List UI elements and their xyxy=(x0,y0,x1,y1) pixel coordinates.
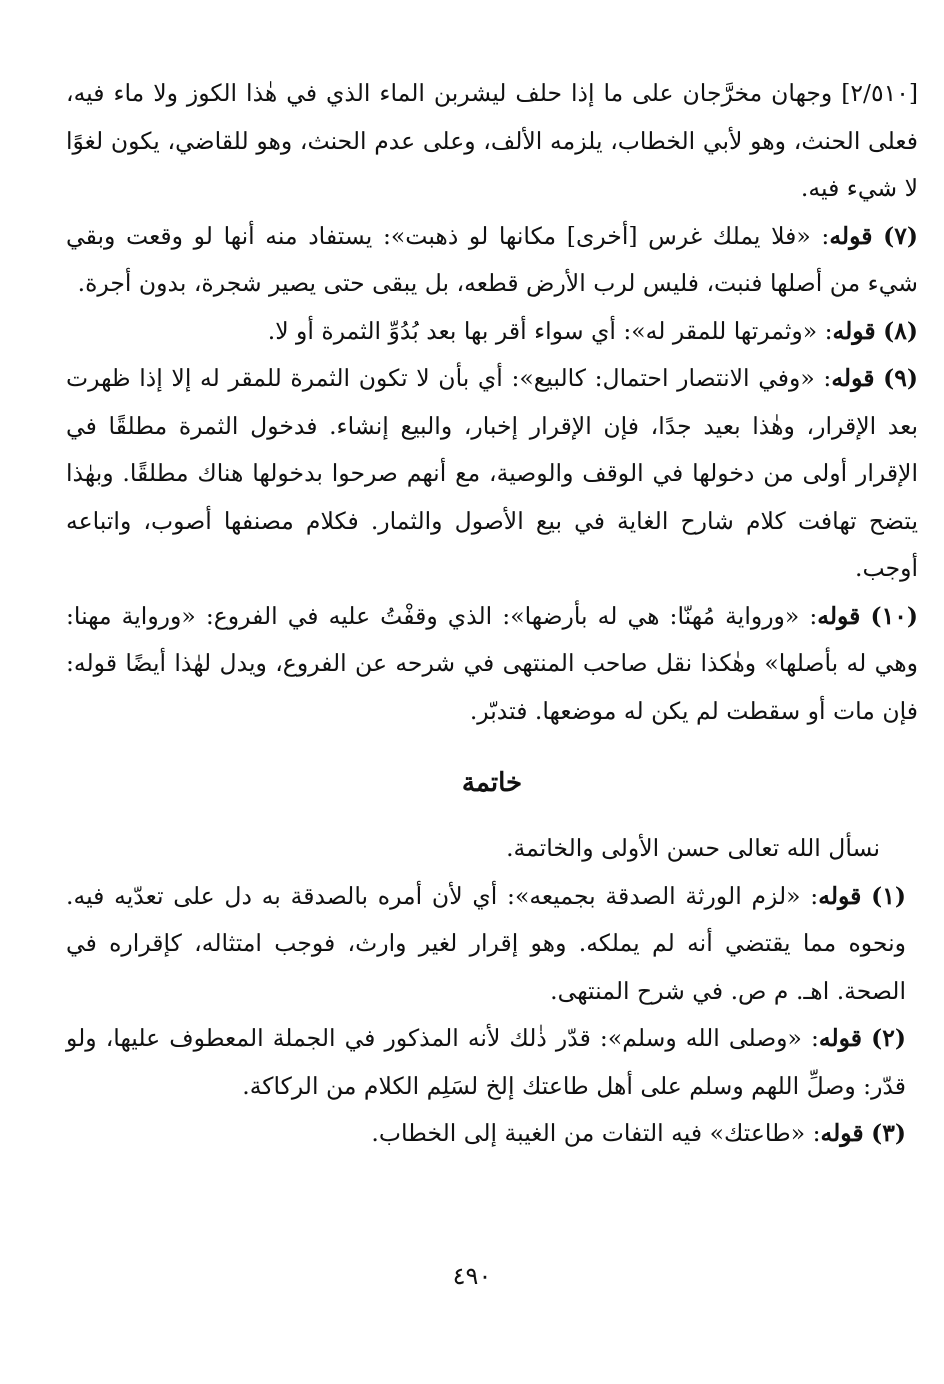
page-body xyxy=(66,70,918,1158)
note-number: (٣) xyxy=(871,1119,906,1147)
note-text: : «لزم الورثة الصدقة بجميعه»: أي لأن أمره بالصدقة به دل على تعدّيه فيه. ونحوه مما يقتضي أنه لم يملكه. وهو إقرار لغير وارث، فوجب امتثاله، كإقراره في الصحة. اهـ. م ص. في شرح المنتهى. xyxy=(66,881,906,1005)
note-number: (٧) xyxy=(883,221,918,250)
note-number: (٩) xyxy=(883,364,918,392)
note-keyword: قوله xyxy=(818,881,862,910)
note-number: (١) xyxy=(871,881,906,910)
note-keyword: قوله xyxy=(832,316,876,345)
note-keyword: قوله xyxy=(829,221,873,250)
top-section xyxy=(66,70,918,735)
note-text: : «وثمرتها للمقر له»: أي سواء أقر بها بعد بُدُوِّ الثمرة أو لا. xyxy=(267,316,833,345)
commentary-note-10 xyxy=(66,593,918,736)
commentary-note-9 xyxy=(66,355,918,593)
note-text: : «وصلى الله وسلم»: قدّر ذٰلك لأنه المذكور في الجملة المعطوف عليها، ولو قدّر: وصلِّ اللهم وسلم على أهل طاعتك إلخ لسَلِم الكلام من الركاكة. xyxy=(66,1024,906,1100)
note-text: : «طاعتك» فيه التفات من الغيبة إلى الخطاب. xyxy=(371,1119,821,1147)
volume-page-reference: [٢/٥١٠] xyxy=(841,79,918,107)
commentary-note-2 xyxy=(66,1015,906,1110)
note-keyword: قوله xyxy=(817,601,861,630)
note-text: : «فلا يملك غرس [أخرى] مكانها لو ذهبت»: يستفاد منه أنها لو وقعت وبقي شيء من أصلها فنبت، فليس لرب الأرض قطعه، بل يبقى حتى يصير شجرة، بدون أجرة. xyxy=(66,221,918,297)
commentary-note-8 xyxy=(66,308,918,356)
paragraph-text: وجهان مخرَّجان على ما إذا حلف ليشربن الماء الذي في هٰذا الكوز ولا ماء فيه، فعلى الحنث، وهو لأبي الخطاب، يلزمه الألف، وعلى عدم الحنث، وهو للقاضي، يكون لغوًا لا شيء فيه. xyxy=(66,79,918,202)
note-keyword: قوله xyxy=(818,1024,863,1052)
note-text: : «وفي الانتصار احتمال: كالبيع»: أي بأن لا تكون الثمرة للمقر له إلا إذا ظهرت بعد الإقرار، وهٰذا بعيد جدًا، فإن الإقرار إخبار، والبيع إنشاء. فدخول الثمرة مطلقًا في الإقرار أولى من دخولها في الوقف والوصية، مع أنهم صرحوا بدخولها هناك مطلقًا. وبهٰذا يتضح تهافت كلام شارح الغاية في بيع الأصول والثمار. فكلام مصنفها أصوب، واتباعه أوجب. xyxy=(66,364,918,582)
note-text: : «ورواية مُهنّا: هي له بأرضها»: الذي وقفْتُ عليه في الفروع: «ورواية مهنا: وهي له بأصلها» وهٰكذا نقل صاحب المنتهى في شرحه عن الفروع، ويدل لهٰذا أيضًا قوله: فإن مات أو سقطت لم يكن له موضعها. فتدبّر. xyxy=(66,601,918,725)
note-number: (٨) xyxy=(883,316,918,345)
commentary-note-3 xyxy=(66,1110,906,1158)
page-number: ٤٩٠ xyxy=(452,1262,492,1290)
closing-intro: نسأل الله تعالى حسن الأولى والخاتمة. xyxy=(506,834,880,862)
bottom-section xyxy=(66,825,906,1158)
section-heading: خاتمة xyxy=(461,768,523,798)
commentary-note-1 xyxy=(66,873,906,1016)
paragraph-continuation xyxy=(66,70,918,213)
commentary-note-7 xyxy=(66,213,918,308)
note-keyword: قوله xyxy=(831,364,875,392)
note-number: (١٠) xyxy=(870,601,918,630)
note-number: (٢) xyxy=(871,1024,906,1052)
note-keyword: قوله xyxy=(820,1119,864,1147)
